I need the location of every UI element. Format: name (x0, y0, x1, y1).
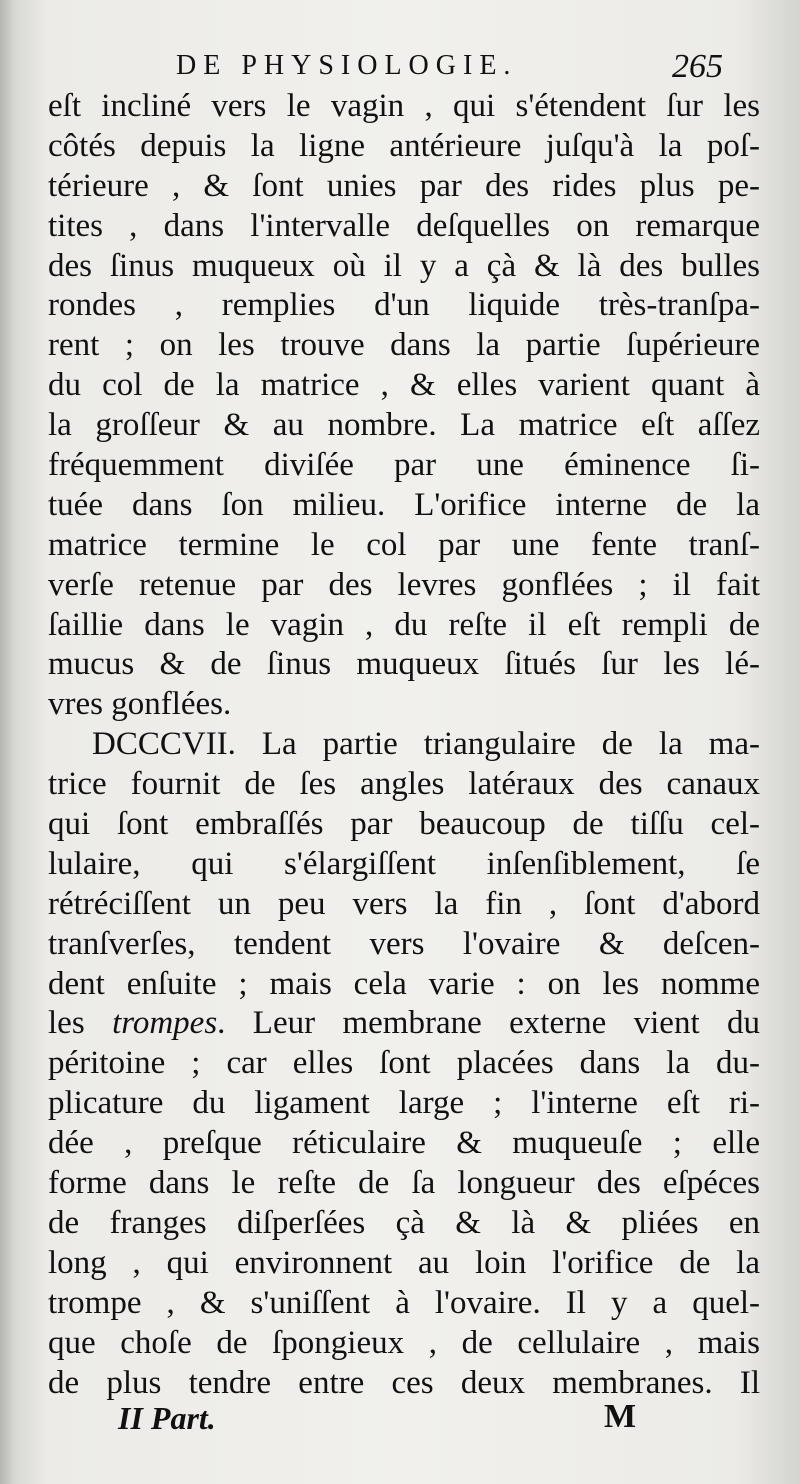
text-line: péritoine ; car elles ſont placées dans la du- (48, 1045, 760, 1082)
text-line: dée , preſque réticulaire & muqueuſe ; elle (48, 1125, 760, 1162)
text-line: forme dans le reſte de ſa longueur des eſpéces (48, 1165, 760, 1202)
text-line: tites , dans l'intervalle deſquelles on remarque (48, 207, 760, 244)
text-line: que choſe de ſpongieux , de cellulaire , mais (48, 1324, 760, 1361)
text-line: dent enſuite ; mais cela varie : on les nomme (48, 965, 760, 1002)
text-line: qui ſont embraſſés par beaucoup de tiſſu cel- (48, 806, 760, 843)
text-line: mucus & de ſinus muqueux ſitués ſur les lé- (48, 646, 760, 683)
text-line (48, 1003, 760, 1043)
signature-letter: M (604, 1398, 637, 1435)
signature-part: II Part. (118, 1400, 216, 1436)
text-line: rent ; on les trouve dans la partie ſupérieure (48, 327, 760, 364)
text-line: de franges diſperſées çà & là & pliées en (48, 1204, 760, 1241)
text-line: verſe retenue par des levres gonflées ; il fait (48, 566, 760, 603)
text-line: térieure , & ſont unies par des rides plus pe- (48, 167, 760, 204)
running-title: DE PHYSIOLOGIE. (176, 50, 518, 81)
text-segment: les (48, 1005, 85, 1042)
text-line: la groſſeur & au nombre. La matrice eſt aſſez (48, 407, 760, 444)
text-line: long , qui environnent au loin l'orifice de la (48, 1244, 760, 1281)
text-line: rondes , remplies d'un liquide très-tranſpa- (48, 287, 760, 324)
page-number: 265 (672, 48, 723, 85)
running-head (0, 42, 800, 92)
body-text (48, 86, 760, 1402)
text-line: de plus tendre entre ces deux membranes. Il (48, 1364, 760, 1401)
text-line: fréquemment diviſée par une éminence ſi- (48, 447, 760, 484)
paragraph-start-line: DCCCVII. La partie triangulaire de la ma- (92, 726, 760, 763)
text-line: tuée dans ſon milieu. L'orifice interne de la (48, 486, 760, 523)
text-line: rétréciſſent un peu vers la fin , ſont d'abord (48, 885, 760, 922)
text-line: matrice termine le col par une fente tranſ- (48, 526, 760, 563)
text-line: des ſinus muqueux où il y a çà & là des bulles (48, 247, 760, 284)
text-line: eſt incliné vers le vagin , qui s'étendent ſur les (48, 88, 760, 124)
text-line: plicature du ligament large ; l'interne eſt ri- (48, 1085, 760, 1122)
page-footer (0, 1396, 800, 1446)
text-segment: . Leur membrane externe vient du (217, 1005, 760, 1042)
text-line: trice fournit de ſes angles latéraux des canaux (48, 766, 760, 803)
text-line: du col de la matrice , & elles varient quant à (48, 367, 760, 404)
text-line: ſaillie dans le vagin , du reſte il eſt rempli de (48, 606, 760, 643)
text-line: vres gonflées. (48, 686, 232, 723)
text-line: trompe , & s'uniſſent à l'ovaire. Il y a quel- (48, 1284, 760, 1321)
text-line: lulaire, qui s'élargiſſent inſenſiblement, ſe (48, 845, 760, 882)
italic-term: trompes (112, 1005, 218, 1042)
text-line: côtés depuis la ligne antérieure juſqu'à la poſ- (48, 127, 760, 164)
text-line: tranſverſes, tendent vers l'ovaire & deſcen- (48, 925, 760, 962)
